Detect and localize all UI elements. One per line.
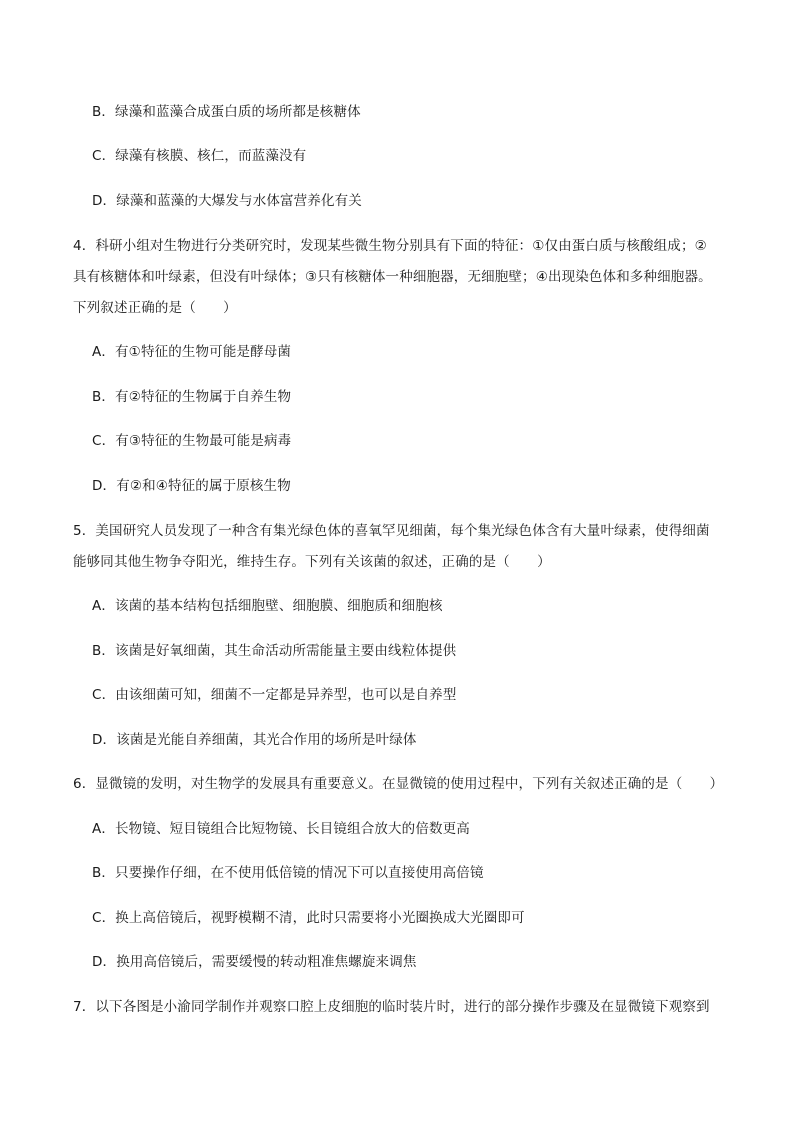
q3-option-c: C．绿藻有核膜、核仁，而蓝藻没有 xyxy=(92,148,307,164)
q4-stem-line-2: 具有核糖体和叶绿素，但没有叶绿体；③只有核糖体一种细胞器，无细胞壁；④出现染色体和多种细胞器。 xyxy=(73,269,712,285)
q5-stem-line-2: 能够同其他生物争夺阳光，维持生存。下列有关该菌的叙述，正确的是（ ） xyxy=(73,554,551,570)
q6-option-c: C．换上高倍镜后，视野模糊不清，此时只需要将小光圈换成大光圈即可 xyxy=(92,910,525,926)
q5-stem-line-1: 5．美国研究人员发现了一种含有集光绿色体的喜氧罕见细菌，每个集光绿色体含有大量叶绿素，使得细菌 xyxy=(73,523,710,539)
q5-option-a: A．该菌的基本结构包括细胞壁、细胞膜、细胞质和细胞核 xyxy=(92,598,443,614)
q6-option-b: B．只要操作仔细，在不使用低倍镜的情况下可以直接使用高倍镜 xyxy=(92,865,484,881)
q4-option-c: C．有③特征的生物最可能是病毒 xyxy=(92,433,292,449)
q3-option-d: D．绿藻和蓝藻的大爆发与水体富营养化有关 xyxy=(92,193,362,209)
q6-option-d: D．换用高倍镜后，需要缓慢的转动粗准焦螺旋来调焦 xyxy=(92,954,417,970)
q4-stem-line-1: 4．科研小组对生物进行分类研究时，发现某些微生物分别具有下面的特征：①仅由蛋白质与核酸组成；② xyxy=(73,238,707,254)
q4-option-a: A．有①特征的生物可能是酵母菌 xyxy=(92,344,292,360)
q6-stem-line-1: 6．显微镜的发明，对生物学的发展具有重要意义。在显微镜的使用过程中，下列有关叙述正确的是（ ） xyxy=(73,776,724,792)
q4-stem-line-3: 下列叙述正确的是（ ） xyxy=(73,300,237,316)
q5-option-c: C．由该细菌可知，细菌不一定都是异养型，也可以是自养型 xyxy=(92,687,457,703)
q5-option-b: B．该菌是好氧细菌，其生命活动所需能量主要由线粒体提供 xyxy=(92,643,457,659)
q7-stem-line-1: 7．以下各图是小渝同学制作并观察口腔上皮细胞的临时装片时，进行的部分操作步骤及在显微镜下观察到 xyxy=(73,999,710,1015)
q4-option-b: B．有②特征的生物属于自养生物 xyxy=(92,389,292,405)
q4-option-d: D．有②和④特征的属于原核生物 xyxy=(92,478,291,494)
q3-option-b: B．绿藻和蓝藻合成蛋白质的场所都是核糖体 xyxy=(92,104,361,120)
q5-option-d: D．该菌是光能自养细菌，其光合作用的场所是叶绿体 xyxy=(92,732,417,748)
q6-option-a: A．长物镜、短目镜组合比短物镜、长目镜组合放大的倍数更高 xyxy=(92,821,470,837)
